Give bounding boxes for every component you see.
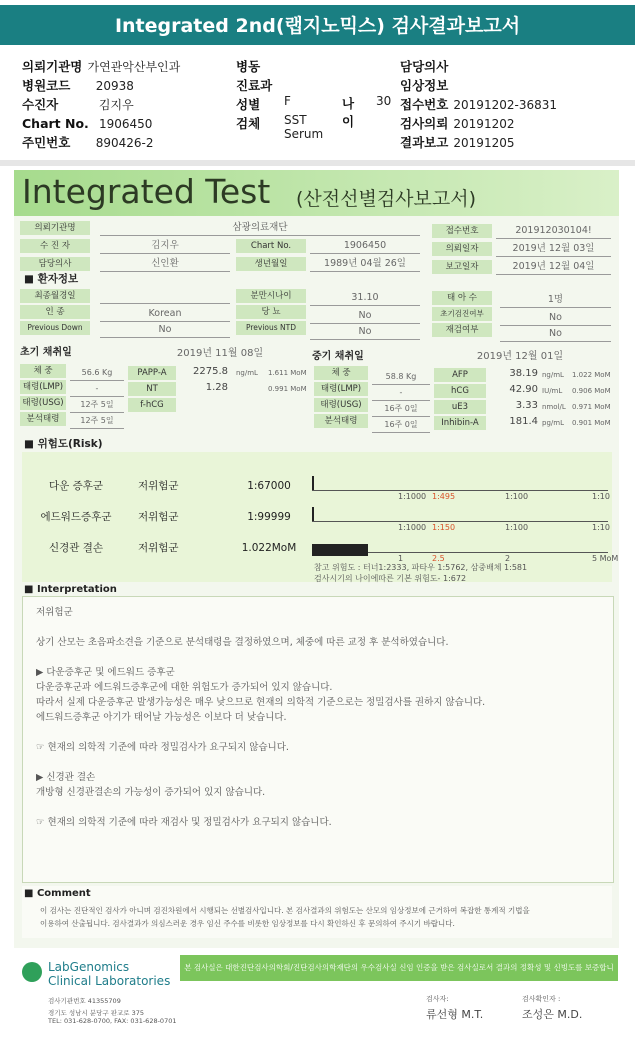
second-marker-unit: pg/mL (542, 419, 564, 427)
san-label: 분석태령 (314, 414, 368, 428)
risk-note2: 검사시기의 나이에따른 기본 위험도- 1:672 (314, 574, 467, 583)
susg-value: 16주 0일 (372, 402, 430, 417)
interp-line: 저위험군 (36, 607, 73, 618)
clinical-label: 임상정보 (400, 78, 449, 93)
diab-value: No (310, 309, 420, 324)
risk-row-axis (312, 521, 608, 522)
id-label: 주민번호 (22, 135, 71, 150)
col2 (236, 56, 392, 141)
race-label: 인 종 (20, 305, 90, 319)
flmp-label: 태령(LMP) (20, 380, 66, 394)
risk-row-tick: 5 MoM (592, 554, 619, 563)
birth-label: 생년월일 (236, 257, 306, 271)
second-marker-unit: IU/mL (542, 387, 563, 395)
col1 (22, 56, 180, 151)
risk-row-level: 저위험군 (138, 480, 179, 492)
interp-line: 개방형 신경관결손의 가능성이 증가되어 있지 않습니다. (36, 787, 266, 798)
interp-line: ▶ 신경관 결손 (36, 772, 96, 783)
risk-row-tick: 1 (398, 554, 404, 563)
risk-row-tick: 1:10 (592, 523, 610, 532)
risk-row-marker (312, 476, 314, 490)
second-marker-value: 181.4 (509, 416, 538, 427)
sw-label: 체 중 (314, 366, 368, 380)
patient-value: 김지우 (98, 98, 134, 112)
first-marker-mom: 0.991 MoM (268, 385, 307, 393)
phone: TEL: 031-628-0700, FAX: 031-628-0701 (48, 1017, 177, 1025)
retest-label: 재검여부 (432, 323, 492, 337)
second-marker-mom: 0.906 MoM (572, 387, 611, 395)
second-marker-value: 3.33 (515, 400, 538, 411)
interp-line: 에드워드증후군 아기가 태어날 가능성은 이보다 더 낮습니다. (36, 712, 287, 723)
rno-label: 접수번호 (432, 224, 492, 238)
interp-line: 다운증후군과 에드워드증후군에 대한 위험도가 증가되어 있지 않습니다. (36, 682, 333, 693)
second-marker-name: AFP (434, 368, 486, 382)
patient-info-title-text: 환자정보 (37, 273, 79, 285)
first-marker-mom: 1.611 MoM (268, 369, 307, 377)
diab-label: 당 뇨 (236, 305, 306, 319)
risk-row-level: 저위험군 (138, 542, 179, 554)
risk-row-tick: 1:495 (432, 492, 456, 501)
comment-title: ■ Comment (24, 888, 91, 899)
company-name1: LabGenomics (48, 960, 130, 974)
fw-value: 56.6 Kg (70, 366, 124, 381)
age-value: 30 (376, 94, 392, 108)
id-value: 890426-2 (95, 136, 154, 150)
race-value: Korean (100, 307, 230, 322)
prevdown-label: Previous Down (20, 321, 90, 335)
second-title: 중기 채취일 (312, 351, 364, 362)
sex-label: 성별 (236, 97, 261, 112)
inst-value: 삼광의료재단 (100, 221, 420, 236)
lmp-value (100, 289, 230, 304)
inst-label: 의뢰기관명 (20, 221, 90, 235)
san-value: 16주 0일 (372, 418, 430, 433)
risk-title: ■ 위험도(Risk) (24, 438, 103, 450)
risk-row-tick: 1:100 (505, 492, 529, 501)
req-value: 2019년 12월 03일 (496, 242, 611, 257)
risk-row-name: 신경관 결손 (48, 542, 104, 554)
labgenomics-logo-icon (22, 962, 42, 982)
examiner-name: 류선형 M.T. (426, 1008, 484, 1021)
flmp-value: - (70, 382, 124, 397)
license: 검사기관번호 41355709 (48, 997, 121, 1005)
second-marker-name: hCG (434, 384, 486, 398)
institution-label: 의뢰기관명 (22, 59, 83, 74)
doctor-label: 담당의사 (400, 59, 449, 74)
result-value: 20191205 (453, 136, 515, 150)
result-label: 결과보고 (400, 135, 449, 150)
interp-line: 따라서 실제 다운증후군 발생가능성은 매우 낮으므로 현재의 의학적 기준으로는 정밀검사를 권하지 않습니다. (36, 697, 486, 708)
prevdown-value: No (100, 323, 230, 338)
hospital-code-label: 병원코드 (22, 78, 71, 93)
interp-line: ▶ 다운증후군 및 에드워드 증후군 (36, 667, 175, 678)
risk-row-tick: 1:150 (432, 523, 456, 532)
second-marker-mom: 0.971 MoM (572, 403, 611, 411)
second-marker-value: 38.19 (509, 368, 538, 379)
receipt-label: 접수번호 (400, 97, 449, 112)
lmp-label: 최종월경일 (20, 289, 90, 303)
risk-row-tick: 1:10 (592, 492, 610, 501)
first-date: 2019년 11월 08일 (176, 348, 264, 359)
sw-value: 58.8 Kg (372, 370, 430, 385)
slmp-value: - (372, 386, 430, 401)
risk-title-text: 위험도(Risk) (37, 438, 103, 450)
second-marker-mom: 1.022 MoM (572, 371, 611, 379)
second-marker-value: 42.90 (509, 384, 538, 395)
interp-title-text: Interpretation (36, 584, 117, 595)
risk-row-tick: 1:1000 (398, 492, 427, 501)
doc-label: 담당의사 (20, 257, 90, 271)
risk-row-value: 1:99999 (247, 511, 291, 523)
comment-title-text: Comment (36, 888, 91, 899)
birth-value: 1989년 04월 26일 (310, 257, 420, 272)
fetus-value: 1명 (500, 293, 611, 308)
fusg-label: 태령(USG) (20, 396, 66, 410)
hospital-code-value: 20938 (95, 79, 134, 93)
interp-line: ☞ 현재의 의학적 기준에 따라 재검사 및 정밀검사가 요구되지 않습니다. (36, 817, 332, 828)
confirmer-label: 검사확인자 : (522, 995, 561, 1003)
risk-row-name: 에드워드증후군 (40, 511, 112, 523)
pat-value: 김지우 (100, 239, 230, 254)
institution-value: 가연관악산부인과 (87, 60, 181, 74)
report-title-bar: Integrated 2nd(랩지노믹스) 검사결과보고서 (0, 5, 635, 45)
request-label: 검사의뢰 (400, 116, 449, 131)
dept-label: 진료과 (236, 78, 273, 93)
fan-label: 분석태령 (20, 412, 66, 426)
risk-row-tick: 1:1000 (398, 523, 427, 532)
retest-value: No (500, 327, 611, 342)
report-subtitle: (산전선별검사보고서) (296, 188, 477, 210)
rep-value: 2019년 12월 04일 (496, 260, 611, 275)
doc-value: 신인환 (100, 257, 230, 272)
fan-value: 12주 5일 (70, 414, 124, 429)
dage-label: 분만시나이 (236, 289, 306, 303)
second-marker-name: Inhibin-A (434, 416, 486, 430)
fw-label: 체 중 (20, 364, 66, 378)
examiner-label: 검사자: (426, 995, 449, 1003)
second-marker-unit: ng/mL (542, 371, 564, 379)
risk-row-tick: 1:100 (505, 523, 529, 532)
risk-row-value: 1:67000 (247, 480, 291, 492)
chart2-label: Chart No. (236, 239, 306, 253)
pat-label: 수 진 자 (20, 239, 90, 253)
comment-line1: 이 검사는 진단적인 검사가 아니며 검진차원에서 시행되는 선별검사입니다. 본 검사결과의 위험도는 산모의 임상정보에 근거하여 복잡한 통계적 기법을 (40, 906, 530, 915)
interp-line: ☞ 현재의 의학적 기준에 따라 정밀검사가 요구되지 않습니다. (36, 742, 289, 753)
second-marker-mom: 0.901 MoM (572, 419, 611, 427)
slmp-label: 태령(LMP) (314, 382, 368, 396)
prevntd-value: No (310, 325, 420, 340)
chart2-value: 1906450 (310, 239, 420, 254)
chart-value: 1906450 (98, 117, 153, 131)
chart-label: Chart No. (22, 116, 89, 131)
receipt-value: 20191202-36831 (453, 98, 557, 112)
dage-value: 31.10 (310, 291, 420, 306)
company-name2: Clinical Laboratories (48, 974, 171, 988)
specimen-label: 검체 (236, 116, 261, 131)
risk-row-tick: 2.5 (432, 554, 445, 563)
first-marker-name: NT (128, 382, 176, 396)
ward-label: 병동 (236, 59, 261, 74)
patient-label: 수진자 (22, 97, 59, 112)
interp-title: ■ Interpretation (24, 584, 117, 595)
susg-label: 태령(USG) (314, 398, 368, 412)
report-title: Integrated Test (22, 172, 271, 211)
interp-line: 상기 산모는 초음파소견을 기준으로 분석태령을 결정하였으며, 체중에 따른 교정 후 분석하였습니다. (36, 637, 449, 648)
first-marker-name: f-hCG (128, 398, 176, 412)
rno-value: 201912030104! (496, 224, 611, 239)
address: 경기도 성남시 분당구 판교로 375 (48, 1009, 145, 1017)
risk-row-level: 저위험군 (138, 511, 179, 523)
risk-note1: 참고 위험도 : 터너1:2333, 파타우 1:5762, 삼중배체 1:581 (314, 563, 528, 572)
second-date: 2019년 12월 01일 (476, 351, 564, 362)
risk-row-name: 다운 증후군 (48, 480, 104, 492)
risk-row-tick: 2 (505, 554, 511, 563)
header-info (22, 56, 622, 156)
first-marker-value: 2275.8 (193, 366, 228, 377)
first-marker-unit: ng/mL (236, 369, 258, 377)
comment-line2: 이용하여 산출됩니다. 검사결과가 의심스러운 경우 임신 주수를 비롯한 임상정보를 다시 확인하신 후 문의하여 주시기 바랍니다. (40, 919, 455, 928)
request-value: 20191202 (453, 117, 515, 131)
rep-label: 보고일자 (432, 260, 492, 274)
risk-row-bar (312, 544, 368, 556)
divider (0, 160, 635, 166)
sex-value: F (284, 94, 291, 108)
risk-row-axis (312, 490, 608, 491)
second-marker-unit: nmol/L (542, 403, 566, 411)
col3 (400, 56, 557, 151)
age-label: 나이 (342, 96, 355, 129)
risk-row-marker (312, 507, 314, 521)
ivf-value: No (500, 311, 611, 326)
certification-banner: 본 검사실은 대한진단검사의학회/진단검사의학재단의 우수검사실 신임 인증을 받은 검사실로서 결과의 정확성 및 신빙도를 보증합니다. (180, 955, 618, 981)
ivf-label: 초기검진여부 (432, 307, 492, 321)
risk-row-value: 1.022MoM (241, 542, 297, 554)
first-title: 초기 채취일 (20, 347, 72, 358)
first-marker-value: 1.28 (205, 382, 228, 393)
patient-info-title: ■ 환자정보 (24, 273, 79, 285)
specimen-value: SST Serum (284, 113, 324, 141)
confirmer-name: 조성은 M.D. (522, 1008, 583, 1021)
fusg-value: 12주 5일 (70, 398, 124, 413)
fetus-label: 태 아 수 (432, 291, 492, 305)
prevntd-label: Previous NTD (236, 321, 306, 335)
first-marker-name: PAPP-A (128, 366, 176, 380)
req-label: 의뢰일자 (432, 242, 492, 256)
second-marker-name: uE3 (434, 400, 486, 414)
